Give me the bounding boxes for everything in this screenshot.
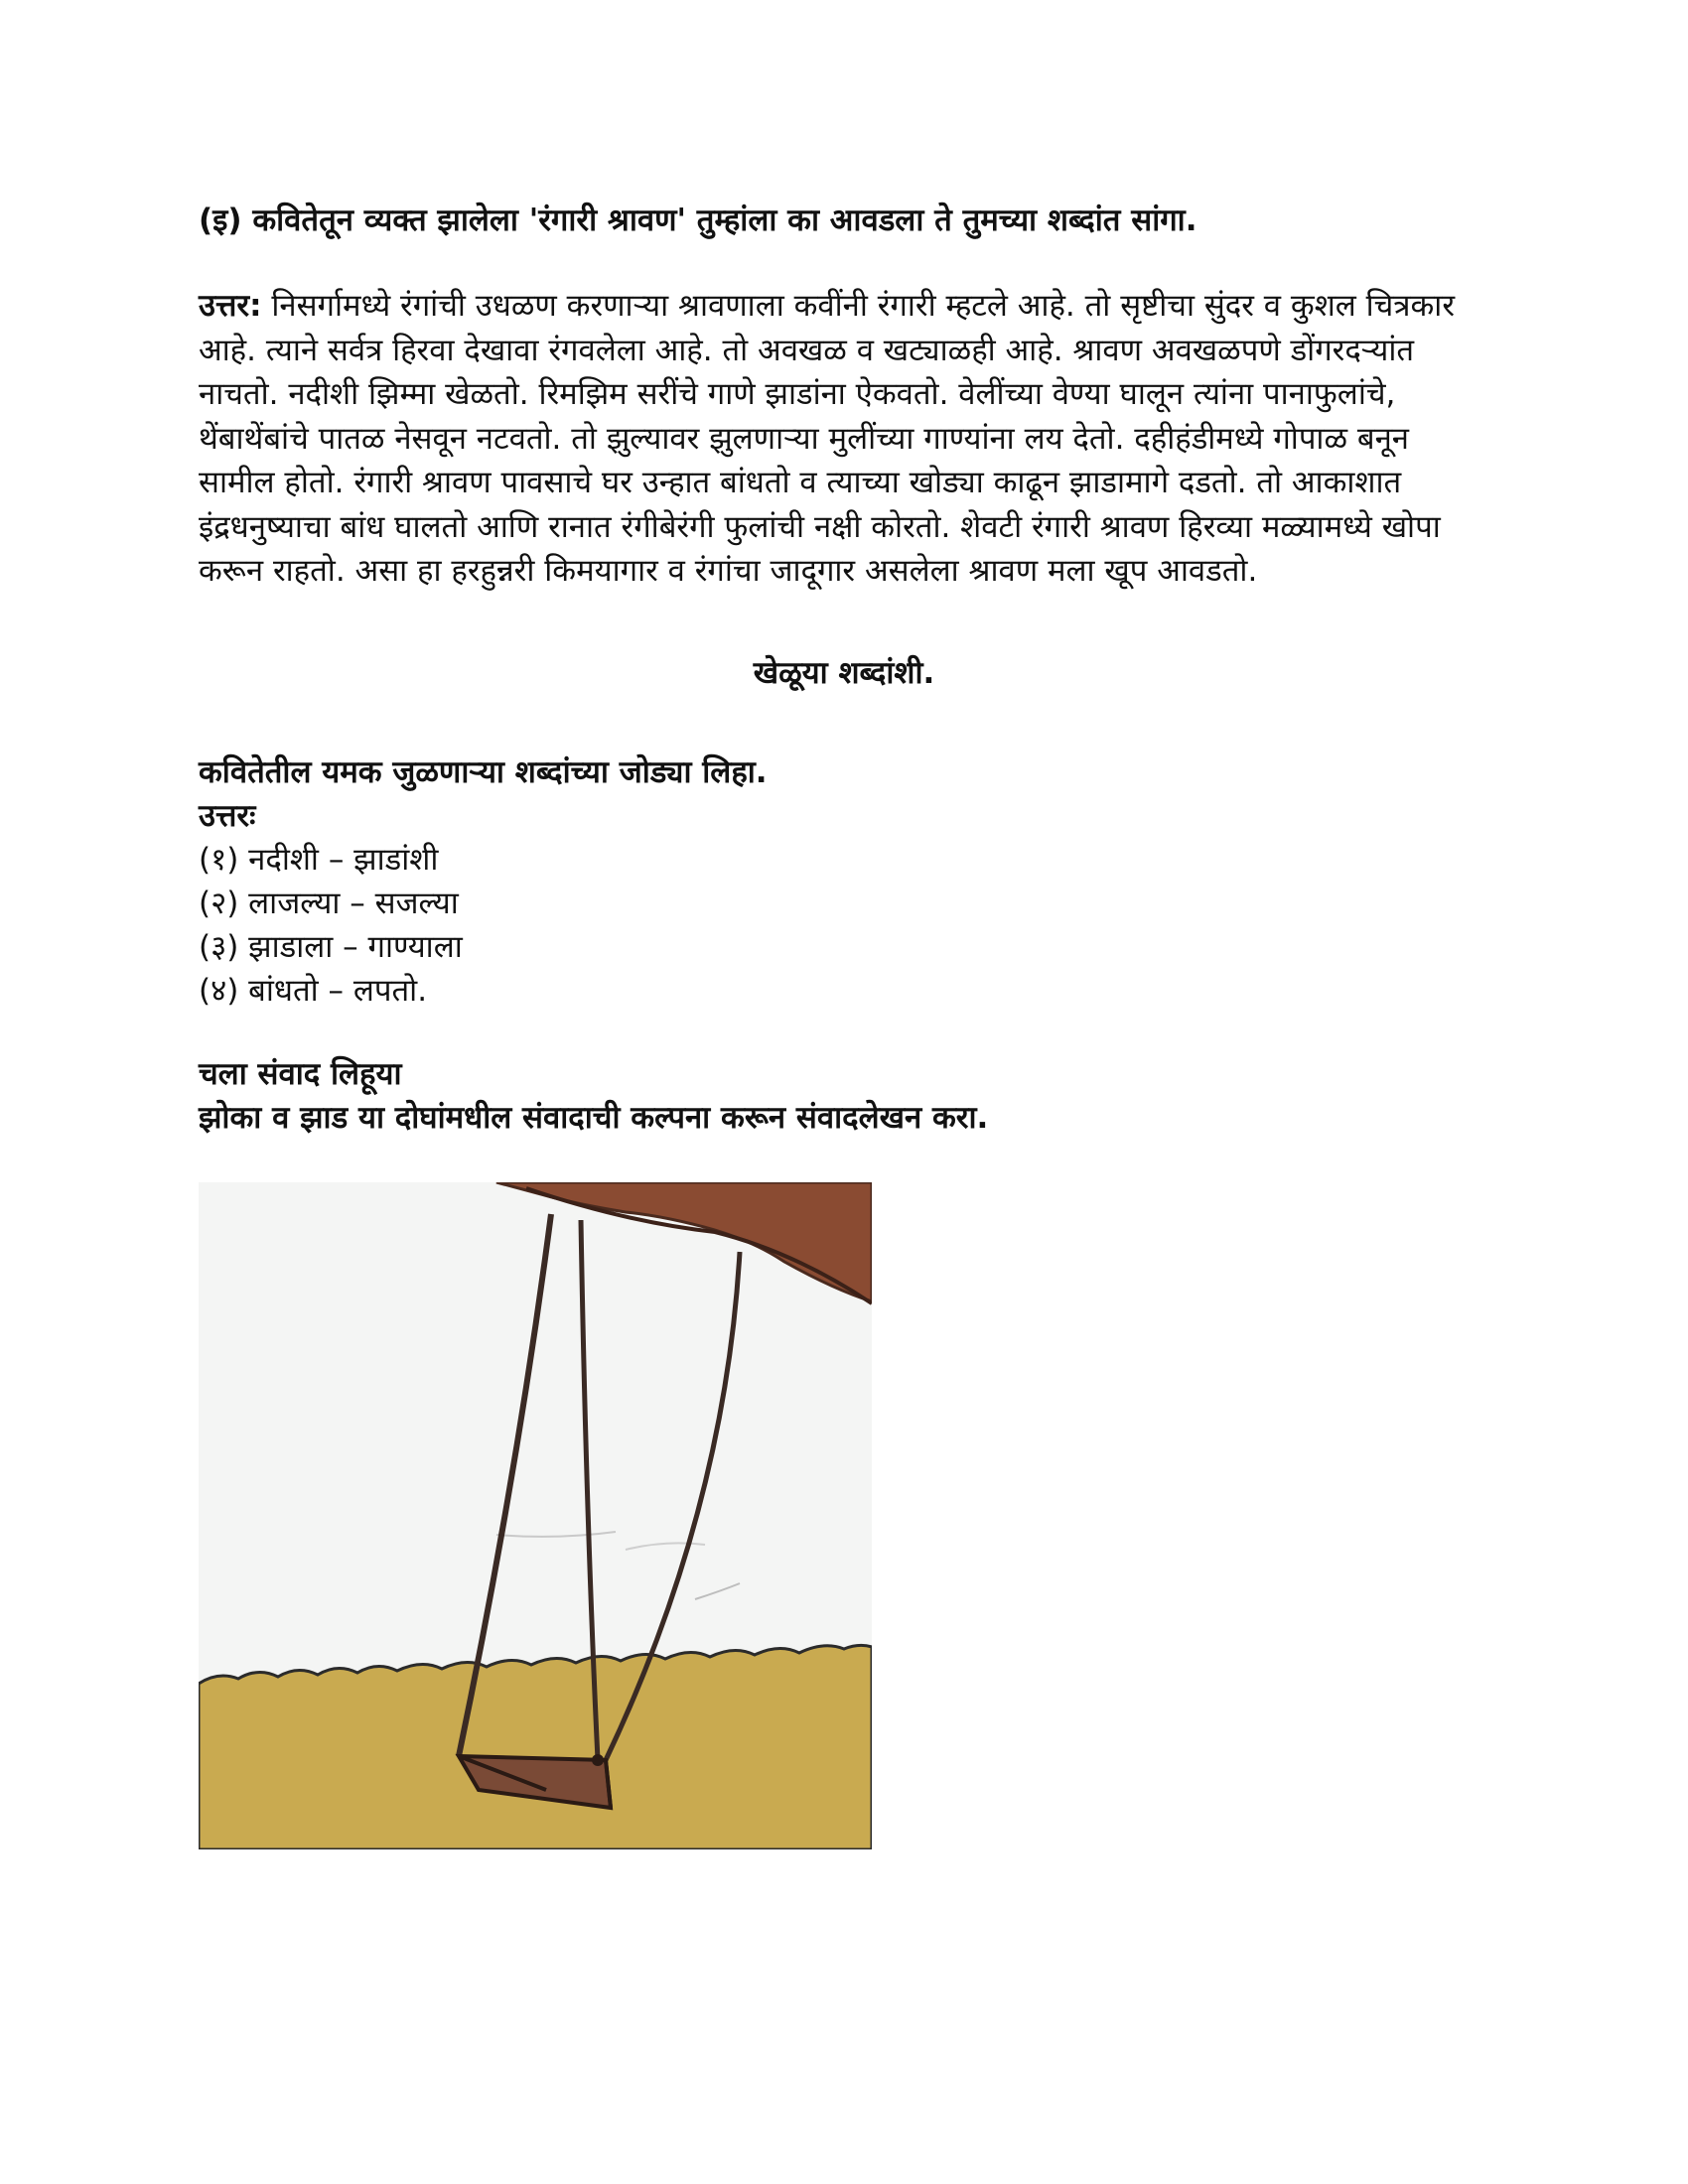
rope-knot bbox=[592, 1754, 604, 1766]
rhyme-answer-label: उत्तरः bbox=[199, 797, 256, 834]
rhyme-pair: (४) बांधतो – लपतो. bbox=[199, 972, 428, 1009]
dialog-heading: चला संवाद लिहूया bbox=[199, 1055, 402, 1092]
rhyme-pair: (१) नदीशी – झाडांशी bbox=[199, 841, 439, 878]
dialog-instruction: झोका व झाड या दोघांमधील संवादाची कल्पना करून संवादलेखन करा. bbox=[199, 1099, 989, 1136]
rhyme-heading: कवितेतील यमक जुळणाऱ्या शब्दांच्या जोड्या लिहा. bbox=[199, 753, 768, 790]
rhyme-pairs-list bbox=[199, 838, 1489, 1013]
answer-paragraph bbox=[199, 284, 1460, 594]
rhyme-pair: (३) झाडाला – गाण्याला bbox=[199, 928, 463, 965]
worksheet-page bbox=[199, 199, 1489, 1140]
answer-text: निसर्गामध्ये रंगांची उधळण करणाऱ्या श्रावणाला कवींनी रंगारी म्हटले आहे. तो सृष्टीचा सुंदर व कुशल चित्रकार आहे. त्याने सर्वत्र हिरवा देखावा रंगवलेला आहे. तो अवखळ व खट्याळही आहे. श्रावण अवखळपणे डोंगरदऱ्यांत नाचतो. नदीशी झिम्मा खेळतो. रिमझिम सरींचे गाणे झाडांना ऐकवतो. वेलींच्या वेण्या घालून त्यांना पानाफुलांचे, थेंबाथेंबांचे पातळ नेसवून नटवतो. तो झुल्यावर झुलणाऱ्या मुलींच्या गाण्यांना लय देतो. दहीहंडीमध्ये गोपाळ बनून सामील होतो. रंगारी श्रावण पावसाचे घर उन्हात बांधतो व त्याच्या खोड्या काढून झाडामागे दडतो. तो आकाशात इंद्रधनुष्याचा बांध घालतो आणि रानात रंगीबेरंगी फुलांची नक्षी कोरतो. शेवटी रंगारी श्रावण हिरव्या मळ्यामध्ये खोपा करून राहतो. असा हा हरहुन्नरी किमयागार व रंगांचा जादूगार असलेला श्रावण मला खूप आवडतो. bbox=[199, 288, 1455, 589]
answer-label: उत्तर: bbox=[199, 288, 262, 324]
section-title: खेळूया शब्दांशी. bbox=[753, 654, 935, 691]
question-text: (इ) कवितेतून व्यक्त झालेला 'रंगारी श्रावण' तुम्हांला का आवडला ते तुमच्या शब्दांत सांगा. bbox=[199, 203, 1197, 238]
grass-ground bbox=[199, 1645, 872, 1849]
swing-illustration bbox=[199, 1182, 872, 1849]
rhyme-pair: (२) लाजल्या – सजल्या bbox=[199, 885, 459, 921]
